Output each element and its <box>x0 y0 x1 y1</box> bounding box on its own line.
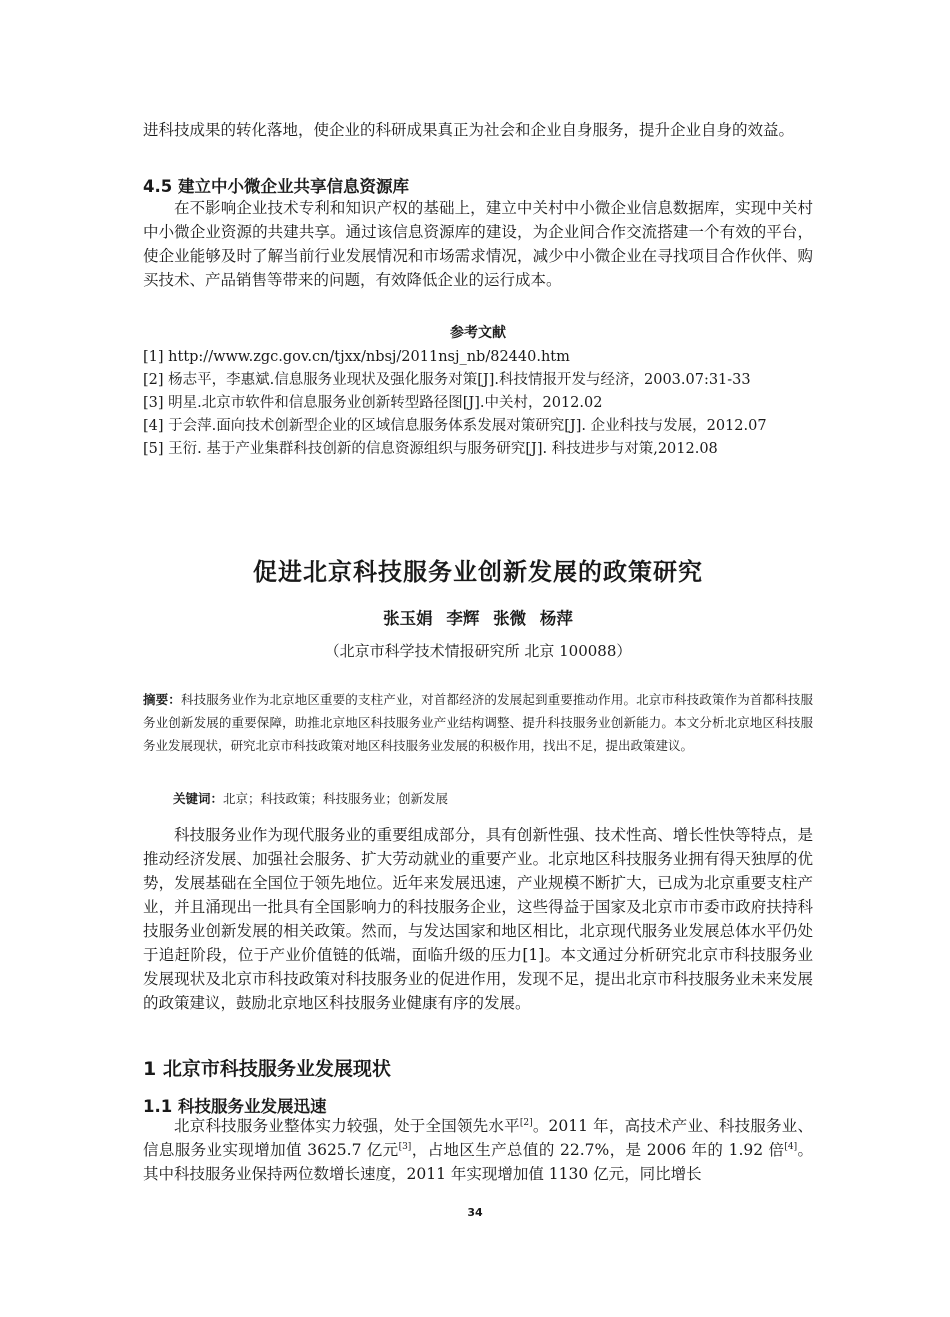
section-heading: 4.5 建立中小微企业共享信息资源库 <box>143 177 409 196</box>
reference-list <box>143 346 813 461</box>
abstract-label: 摘要： <box>143 692 181 707</box>
references-title: 参考文献 <box>450 325 506 341</box>
section-1 <box>143 1054 813 1081</box>
reference-item: [4] 于会萍.面向技术创新型企业的区域信息服务体系发展对策研究[J]. 企业科技与发展，2012.07 <box>143 418 767 434</box>
section-1-1-body <box>143 1114 813 1186</box>
section-1-1-heading: 1.1 科技服务业发展迅速 <box>143 1097 327 1116</box>
citation-4: [4] <box>784 1142 798 1152</box>
continuation-block <box>143 118 813 142</box>
article-title: 促进北京科技服务业创新发展的政策研究 <box>253 558 703 586</box>
section-4-5 <box>143 173 813 197</box>
section-4-5-body <box>143 196 813 292</box>
keywords-label: 关键词： <box>173 791 224 806</box>
continuation-paragraph: 进科技成果的转化落地，使企业的科研成果真正为社会和企业自身服务，提升企业自身的效益。 <box>143 121 795 139</box>
abstract-text: 科技服务业作为北京地区重要的支柱产业，对首都经济的发展起到重要推动作用。北京市科技政策作为首都科技服务业创新发展的重要保障，助推北京地区科技服务业产业结构调整、提升科技服务业创新能力。本文分析北京地区科技服务业发展现状，研究北京市科技政策对地区科技服务业发展的积极作用，找出不足，提出政策建议。 <box>143 692 813 753</box>
page-number: 34 <box>467 1206 483 1219</box>
s11-text-4: 。其中科技服务业保持两位数增长速度，2011 年实现增加值 1130 亿元，同比增长 <box>143 1141 813 1183</box>
reference-item: [5] 王衍. 基于产业集群科技创新的信息资源组织与服务研究[J]. 科技进步与对策,2012.08 <box>143 441 718 457</box>
article-affiliation: （北京市科学技术情报研究所 北京 100088） <box>324 642 632 660</box>
s11-text-1: 北京科技服务业整体实力较强，处于全国领先水平 <box>174 1117 520 1135</box>
reference-item: [2] 杨志平，李惠斌.信息服务业现状及强化服务对策[J].科技情报开发与经济，2003.07:31-33 <box>143 372 751 388</box>
reference-item: [3] 明星.北京市软件和信息服务业创新转型路径图[J].中关村，2012.02 <box>143 395 603 411</box>
article-authors: 张玉娟 李辉 张微 杨萍 <box>383 609 573 628</box>
introduction <box>143 823 813 1015</box>
abstract <box>143 688 813 757</box>
section-1-heading: 1 北京市科技服务业发展现状 <box>143 1058 391 1080</box>
keywords-text: 北京；科技政策；科技服务业；创新发展 <box>223 791 449 806</box>
citation-3: [3] <box>398 1142 412 1152</box>
section-1-1-paragraph <box>143 1114 813 1186</box>
citation-2: [2] <box>519 1118 533 1128</box>
section-paragraph: 在不影响企业技术专利和知识产权的基础上，建立中关村中小微企业信息数据库，实现中关村中小微企业资源的共建共享。通过该信息资源库的建设，为企业间合作交流搭建一个有效的平台，使企业能够及时了解当前行业发展情况和市场需求情况，减少中小微企业在寻找项目合作伙伴、购买技术、产品销售等带来的问题，有效降低企业的运行成本。 <box>143 199 813 289</box>
keywords <box>173 789 448 807</box>
intro-paragraph: 科技服务业作为现代服务业的重要组成部分，具有创新性强、技术性高、增长性快等特点，是推动经济发展、加强社会服务、扩大劳动就业的重要产业。北京地区科技服务业拥有得天独厚的优势，发展基础在全国位于领先地位。近年来发展迅速，产业规模不断扩大，已成为北京重要支柱产业，并且涌现出一批具有全国影响力的科技服务企业，这些得益于国家及北京市市委市政府扶持科技服务业创新发展的相关政策。然而，与发达国家和地区相比，北京现代服务业发展总体水平仍处于追赶阶段，位于产业价值链的低端，面临升级的压力[1]。本文通过分析研究北京市科技服务业发展现状及北京市科技政策对科技服务业的促进作用，发现不足，提出北京市科技服务业未来发展的政策建议，鼓励北京地区科技服务业健康有序的发展。 <box>143 826 813 1012</box>
reference-item: [1] http://www.zgc.gov.cn/tjxx/nbsj/2011nsj_nb/82440.htm <box>143 349 570 365</box>
s11-text-3: ，占地区生产总值的 22.7%，是 2006 年的 1.92 倍 <box>411 1141 785 1159</box>
s11-text-2: 。2011 年，高技术产业、科技服务业、信息服务业实现增加值 3625.7 亿元 <box>143 1117 813 1159</box>
